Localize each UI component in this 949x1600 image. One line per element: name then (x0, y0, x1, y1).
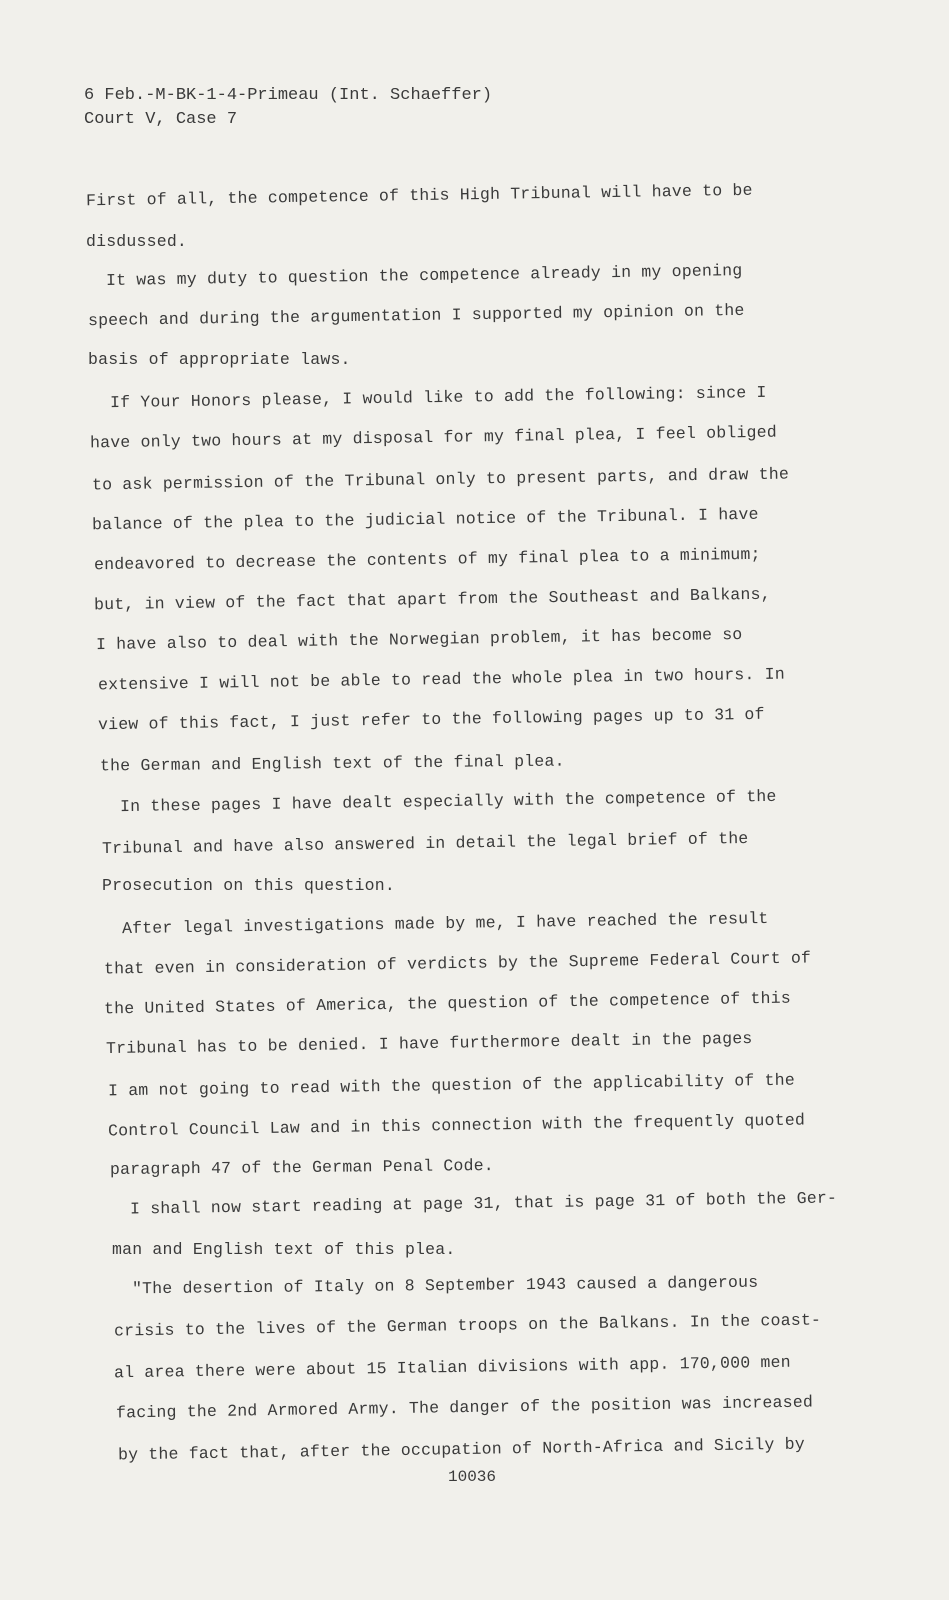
body-line: to ask permission of the Tribunal only to present parts, and draw the (91, 464, 790, 495)
body-line: balance of the plea to the judicial notice of the Tribunal. I have (91, 504, 759, 535)
body-line: It was my duty to question the competence already in my opening (105, 261, 743, 290)
body-line: "The desertion of Italy on 8 September 1943 caused a dangerous (131, 1272, 759, 1299)
body-line: endeavored to decrease the contents of my final plea to a minimum; (93, 544, 761, 575)
body-line: man and English text of this plea. (112, 1240, 456, 1259)
header-line-2: Court V, Case 7 (84, 110, 238, 129)
body-line: crisis to the lives of the German troops on the Balkans. In the coast- (113, 1310, 822, 1341)
body-line: that even in consideration of verdicts by the Supreme Federal Court of (103, 948, 812, 979)
body-line: I am not going to read with the question of the applicability of the (107, 1070, 796, 1101)
body-line: Tribunal and have also answered in detail the legal brief of the (101, 828, 749, 859)
body-line: the United States of America, the question of the competence of this (103, 988, 792, 1019)
body-line: Control Council Law and in this connection with the frequently quoted (107, 1110, 806, 1141)
body-line: facing the 2nd Armored Army. The danger of the position was increased (115, 1392, 814, 1423)
body-line: If Your Honors please, I would like to add the following: since I (109, 382, 767, 413)
body-line: but, in view of the fact that apart from the Southeast and Balkans, (93, 584, 771, 615)
body-line: paragraph 47 of the German Penal Code. (109, 1155, 494, 1180)
body-line: Prosecution on this question. (102, 876, 395, 895)
body-line: have only two hours at my disposal for my final plea, I feel obliged (89, 422, 778, 453)
body-line: basis of appropriate laws. (88, 350, 351, 369)
body-line: In these pages I have dealt especially with the competence of the (119, 786, 777, 817)
body-line: I have also to deal with the Norwegian problem, it has become so (95, 624, 743, 655)
body-line: view of this fact, I just refer to the following pages up to 31 of (97, 704, 765, 735)
body-line: disdussed. (86, 232, 188, 251)
header-line-1: 6 Feb.-M-BK-1-4-Primeau (Int. Schaeffer) (84, 86, 493, 105)
body-line: I shall now start reading at page 31, that is page 31 of both the Ger- (129, 1188, 838, 1219)
body-line: by the fact that, after the occupation of North-Africa and Sicily by (117, 1434, 806, 1465)
page-number: 10036 (448, 1468, 497, 1486)
body-line: After legal investigations made by me, I have reached the result (121, 908, 769, 939)
body-line: First of all, the competence of this High Tribunal will have to be (85, 180, 753, 211)
body-line: al area there were about 15 Italian divisions with app. 170,000 men (113, 1352, 791, 1383)
body-line: extensive I will not be able to read the whole plea in two hours. In (97, 664, 786, 695)
body-line: speech and during the argumentation I supported my opinion on the (87, 300, 745, 331)
body-line: the German and English text of the final plea. (99, 751, 565, 776)
body-line: Tribunal has to be denied. I have furthermore dealt in the pages (105, 1028, 753, 1059)
